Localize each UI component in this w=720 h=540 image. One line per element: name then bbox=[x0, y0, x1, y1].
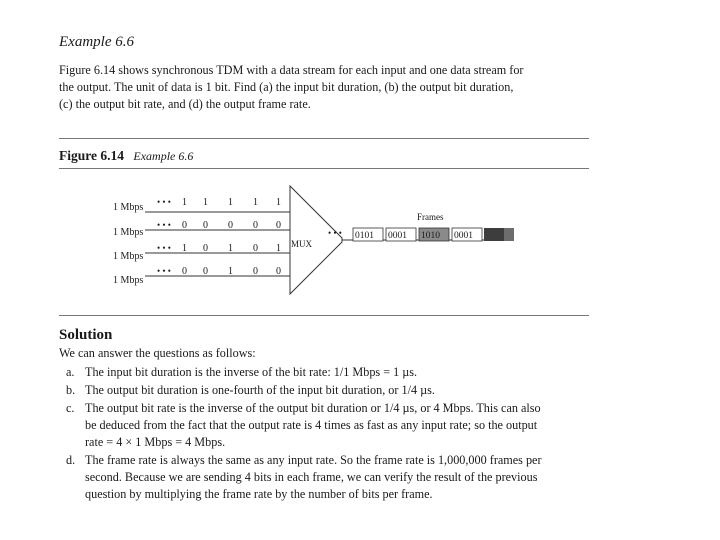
frame-bits: 1010 bbox=[421, 231, 440, 241]
input-bit: 0 bbox=[276, 220, 281, 231]
frames-label: Frames bbox=[417, 212, 444, 222]
output-ellipsis: • • • bbox=[328, 228, 342, 238]
answer-item bbox=[63, 382, 603, 399]
intro-line: the output. The unit of data is 1 bit. Find (a) the input bit duration, (b) the output bit duration, bbox=[59, 80, 514, 94]
input-bit: 1 bbox=[182, 197, 187, 208]
input-bit: 0 bbox=[203, 220, 208, 231]
input-rate-label: 1 Mbps bbox=[113, 202, 144, 213]
input-rate-label: 1 Mbps bbox=[113, 275, 144, 286]
input-bit: 0 bbox=[253, 220, 258, 231]
answer-marker: c. bbox=[66, 401, 75, 415]
input-stream bbox=[113, 197, 290, 213]
input-bit: 0 bbox=[182, 220, 187, 231]
intro-line: Figure 6.14 shows synchronous TDM with a data stream for each input and one data stream for bbox=[59, 63, 524, 77]
answer-line: question by multiplying the frame rate by the number of bits per frame. bbox=[85, 487, 433, 501]
input-rate-label: 1 Mbps bbox=[113, 227, 144, 238]
answer-line: The output bit rate is the inverse of the output bit duration or 1/4 µs, or 4 Mbps. This can also bbox=[85, 401, 541, 415]
answer-line: be deduced from the fact that the output rate is 4 times as fast as any input rate; so the output bbox=[85, 418, 538, 432]
input-ellipsis: • • • bbox=[157, 197, 171, 207]
input-bit: 1 bbox=[276, 197, 281, 208]
divider bbox=[59, 315, 589, 316]
frame-bits: 0001 bbox=[388, 231, 407, 241]
input-bit: 1 bbox=[203, 197, 208, 208]
answer-marker: a. bbox=[66, 365, 75, 379]
answer-line: The output bit duration is one-fourth of the input bit duration, or 1/4 µs. bbox=[85, 383, 435, 397]
example-title: Example 6.6 bbox=[59, 34, 134, 50]
answer-line: The input bit duration is the inverse of the bit rate: 1/1 Mbps = 1 µs. bbox=[85, 365, 418, 379]
answer-line: rate = 4 × 1 Mbps = 4 Mbps. bbox=[85, 435, 226, 449]
solution-intro: We can answer the questions as follows: bbox=[59, 346, 256, 360]
answer-line: second. Because we are sending 4 bits in each frame, we can verify the result of the previous bbox=[85, 470, 538, 484]
input-bit: 0 bbox=[228, 220, 233, 231]
input-bit: 1 bbox=[182, 243, 187, 254]
input-ellipsis: • • • bbox=[157, 243, 171, 253]
input-bit: 1 bbox=[253, 197, 258, 208]
input-stream bbox=[113, 220, 290, 238]
input-ellipsis: • • • bbox=[157, 266, 171, 276]
input-stream bbox=[113, 243, 290, 262]
input-bit: 1 bbox=[228, 266, 233, 277]
figure-caption-text: Example 6.6 bbox=[133, 149, 194, 163]
output-fade bbox=[504, 228, 514, 241]
intro-line: (c) the output bit rate, and (d) the output frame rate. bbox=[59, 97, 311, 111]
answer-marker: b. bbox=[66, 383, 76, 397]
input-bit: 0 bbox=[253, 243, 258, 254]
input-bit: 1 bbox=[228, 197, 233, 208]
input-bit: 1 bbox=[228, 243, 233, 254]
answer-item bbox=[63, 400, 603, 451]
input-bit: 0 bbox=[182, 266, 187, 277]
input-bit: 0 bbox=[203, 243, 208, 254]
solution-title: Solution bbox=[59, 327, 113, 343]
answer-item bbox=[63, 364, 603, 381]
answer-item bbox=[63, 452, 603, 503]
figure-label: Figure 6.14 bbox=[59, 148, 124, 163]
input-bit: 0 bbox=[203, 266, 208, 277]
frame-bits: 0001 bbox=[454, 231, 473, 241]
input-bit: 0 bbox=[276, 266, 281, 277]
frame-bits: 0101 bbox=[355, 231, 374, 241]
answer-marker: d. bbox=[66, 453, 76, 467]
input-ellipsis: • • • bbox=[157, 220, 171, 230]
input-rate-label: 1 Mbps bbox=[113, 251, 144, 262]
mux-label: MUX bbox=[291, 239, 313, 249]
input-bit: 1 bbox=[276, 243, 281, 254]
input-bit: 0 bbox=[253, 266, 258, 277]
answer-list bbox=[63, 364, 603, 504]
answer-line: The frame rate is always the same as any input rate. So the frame rate is 1,000,000 frames per bbox=[85, 453, 542, 467]
input-stream bbox=[113, 266, 290, 286]
